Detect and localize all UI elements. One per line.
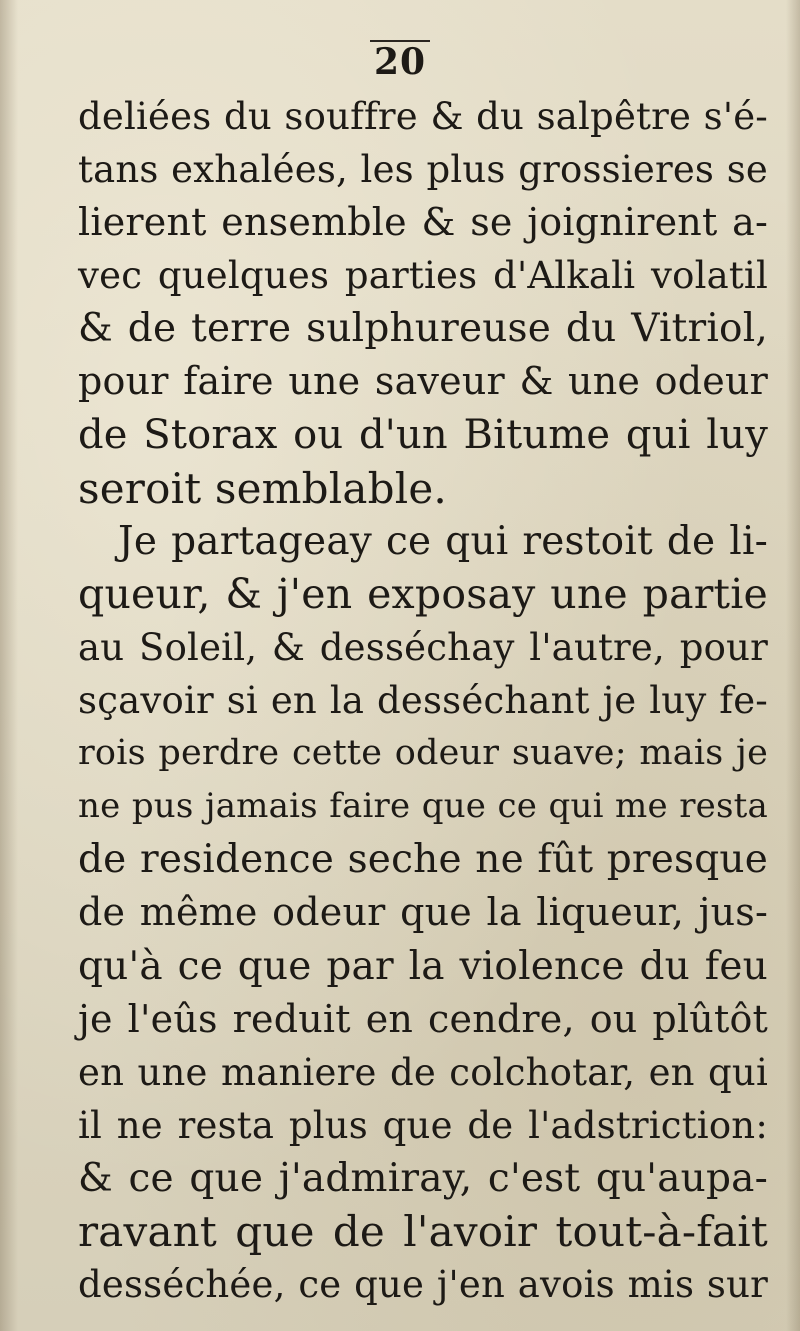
text-line-23: desséchée, ce que j'en avois mis sur: [78, 1263, 768, 1307]
text-line-1: deliées du souffre & du salpêtre s'é-: [78, 95, 768, 138]
text-line-10: queur, & j'en exposay une partie: [78, 569, 768, 618]
page-number: [0, 40, 800, 83]
text-line-20: il ne resta plus que de l'adstriction:: [78, 1103, 768, 1147]
page-number-value: 20: [370, 40, 430, 82]
text-line-21: & ce que j'admiray, c'est qu'aupa-: [78, 1155, 768, 1201]
page-shadow-right: [786, 0, 800, 1331]
text-line-12: sçavoir si en la desséchant je luy fe-: [78, 679, 768, 723]
text-line-11: au Soleil, & desséchay l'autre, pour: [78, 625, 768, 669]
text-line-14: ne pus jamais faire que ce qui me resta: [78, 786, 768, 827]
text-line-3: lierent ensemble & se joignirent a-: [78, 200, 768, 245]
text-line-13: rois perdre cette odeur suave; mais je: [78, 733, 768, 774]
page-shadow-left: [0, 0, 18, 1331]
text-line-5: & de terre sulphureuse du Vitriol,: [78, 306, 768, 352]
text-line-9: Je partageay ce qui restoit de li-: [118, 518, 768, 564]
text-line-4: vec quelques parties d'Alkali volatil: [78, 254, 768, 298]
text-line-16: de même odeur que la liqueur, jus-: [78, 890, 768, 935]
text-line-19: en une maniere de colchotar, en qui: [78, 1050, 768, 1094]
text-line-22: ravant que de l'avoir tout-à-fait: [78, 1206, 768, 1256]
text-line-17: qu'à ce que par la violence du feu: [78, 943, 768, 989]
text-line-6: pour faire une saveur & une odeur: [78, 359, 768, 404]
text-line-15: de residence seche ne fût presque: [78, 837, 768, 883]
text-line-18: je l'eûs reduit en cendre, ou plûtôt: [78, 996, 768, 1041]
text-line-7: de Storax ou d'un Bitume qui luy: [78, 411, 768, 458]
text-line-2: tans exhalées, les plus grossieres se: [78, 148, 768, 192]
text-line-8: seroit semblable.: [78, 463, 447, 513]
body-text: [78, 90, 768, 1311]
